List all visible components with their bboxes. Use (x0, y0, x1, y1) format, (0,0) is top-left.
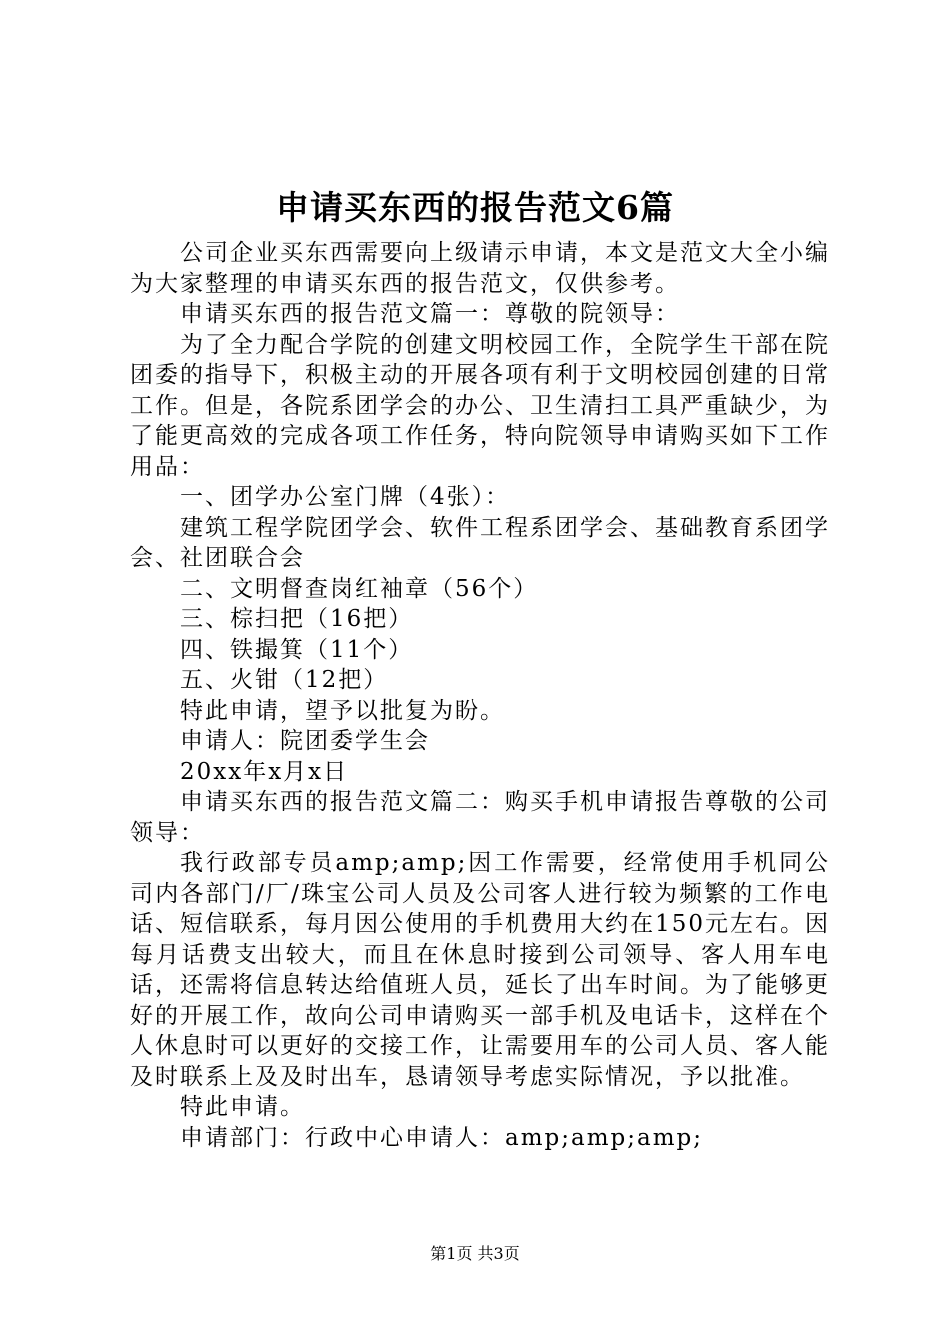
paragraph: 20xx年x月x日 (180, 758, 349, 785)
paragraph: 一、团学办公室门牌（4张）： (180, 484, 511, 510)
document-body (130, 238, 830, 1153)
paragraph: 特此申请，望予以批复为盼。 (180, 697, 505, 724)
paragraph: 我行政部专员amp;amp;因工作需要，经常使用手机同公司内各部门/厂/珠宝公司人员及公司客人进行较为频繁的工作电话、短信联系，每月因公使用的手机费用大约在150元左右。因每月话费支出较大，而且在休息时接到公司领导、客人用车电话，还需将信息转达给值班人员，延长了出车时间。为了能够更好的开展工作，故向公司申请购买一部手机及电话卡，这样在个人休息时可以更好的交接工作，让需要用车的公司人员、客人能及时联系上及及时出车，恳请领导考虑实际情况，予以批准。 (130, 850, 830, 1090)
paragraph: 建筑工程学院团学会、软件工程系团学会、基础教育系团学会、社团联合会 (130, 514, 830, 571)
paragraph: 申请买东西的报告范文篇二：购买手机申请报告尊敬的公司领导： (130, 789, 830, 846)
paragraph: 为了全力配合学院的创建文明校园工作，全院学生干部在院团委的指导下，积极主动的开展各项有利于文明校园创建的日常工作。但是，各院系团学会的办公、卫生清扫工具严重缺少，为了能更高效的完成各项工作任务，特向院领导申请购买如下工作用品： (130, 331, 830, 480)
page-footer: 第1页 共3页 (430, 1244, 520, 1263)
paragraph: 申请买东西的报告范文篇一：尊敬的院领导： (180, 301, 680, 327)
paragraph: 申请人：院团委学生会 (180, 728, 430, 754)
paragraph: 特此申请。 (180, 1094, 305, 1120)
paragraph: 二、文明督查岗红袖章（56个） (180, 575, 539, 602)
paragraph: 公司企业买东西需要向上级请示申请，本文是范文大全小编为大家整理的申请买东西的报告范文，仅供参考。 (130, 240, 830, 297)
paragraph: 五、火钳（12把） (180, 667, 389, 693)
paragraph: 四、铁撮箕（11个） (180, 636, 414, 663)
paragraph: 申请部门：行政中心申请人：amp;amp;amp; (180, 1124, 703, 1151)
document-title: 申请买东西的报告范文6篇 (276, 188, 674, 227)
paragraph: 三、棕扫把（16把） (180, 606, 414, 632)
